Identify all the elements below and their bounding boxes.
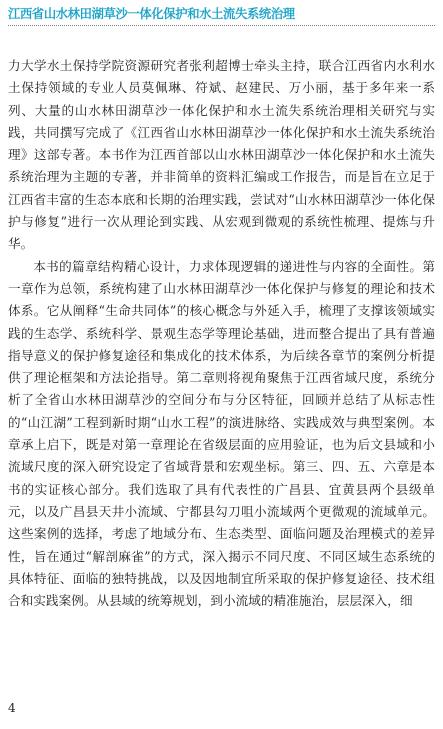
- page-number: 4: [8, 701, 16, 715]
- running-header-title: 江西省山水林田湖草沙一体化保护和水土流失系统治理: [8, 7, 295, 21]
- running-header: [8, 6, 435, 28]
- body-text: [8, 55, 435, 612]
- body-paragraph: 力大学水土保持学院资源研究者张利超博士牵头主持，联合江西省内水利水土保持领域的专业人员莫佩琳、符斌、赵建民、万小丽，基于多年来一系列、大量的山水林田湖草沙一体化保护和水土流失系统治理相关研究与实践，共同撰写完成了《江西省山水林田湖草沙一体化保护和水土流失系统治理》这部专著。本书作为江西首部以山水林田湖草沙一体化保护和水土流失系统治理为主题的专著，并非简单的资料汇编或工作报告，而是旨在立足于江西省丰富的生态本底和长期的治理实践，尝试对“山水林田湖草沙一体化保护与修复”进行一次从理论到实践、从宏观到微观的系统性梳理、提炼与升华。: [8, 58, 435, 252]
- body-paragraph: 本书的篇章结构精心设计，力求体现逻辑的递进性与内容的全面性。第一章作为总领，系统构建了山水林田湖草沙一体化保护与修复的理论和技术体系。它从阐释“生命共同体”的核心概念与外延入手，梳理了支撑该领域实践的生态学、系统科学、景观生态学等理论基础，进而整合提出了具有普遍指导意义的保护修复途径和集成化的技术体系，为后续各章节的案例分析提供了理论框架和方法论指导。第二章则将视角聚焦于江西省域尺度，系统分析了全省山水林田湖草沙的空间分布与分区特征，回顾并总结了从标志性的“山江湖”工程到新时期“山水工程”的演进脉络、实践成效与典型案例。本章承上启下，既是对第一章理论在省级层面的应用验证，也为后文县域和小流域尺度的深入研究设定了省域背景和宏观坐标。第三、四、五、六章是本书的实证核心部分。我们选取了具有代表性的广昌县、宜黄县两个县级单元，以及广昌县天井小流域、宁都县勾刀咀小流域两个更微观的流域单元。这些案例的选择，考虑了地域分布、生态类型、面临问题及治理模式的差异性，旨在通过“解剖麻雀”的方式，深入揭示不同尺度、不同区域生态系统的具体特征、面临的独特挑战，以及因地制宜所采取的保护修复途径、技术组合和实践案例。从县域的统筹规划，到小流域的精准施治，层层深入，细: [8, 258, 435, 609]
- header-dotted-rule: [8, 25, 435, 26]
